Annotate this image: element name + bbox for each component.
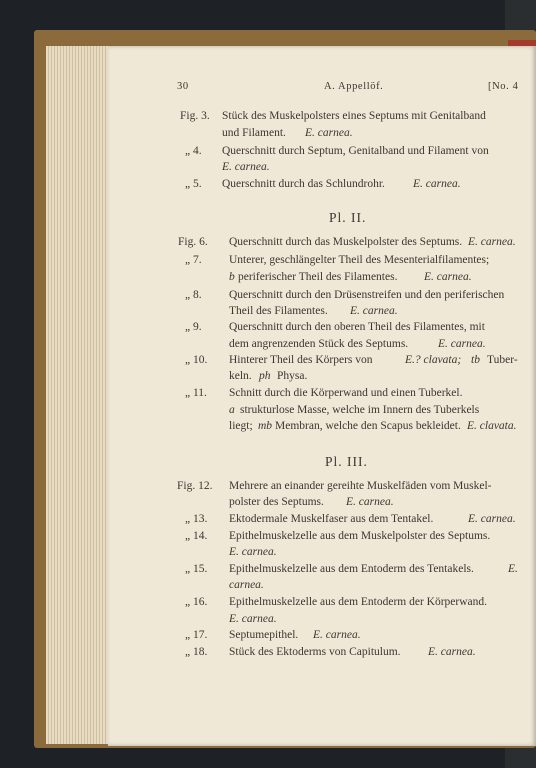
species-name: E. (508, 563, 518, 575)
fig-text: Epithelmuskelzelle aus dem Entoderm des Tentakels. (229, 563, 474, 575)
fig-label: „ 13. (185, 513, 208, 525)
fig-text: periferischer Theil des Filamentes. (238, 271, 398, 283)
species-name: E. carnea. (346, 496, 394, 508)
fig-text: Stück des Muskelpolsters eines Septums mit Genitalband (222, 110, 486, 122)
fig-label: Fig. 3. (180, 110, 210, 122)
fig-text: Querschnitt durch den oberen Theil des Filamentes, mit (229, 321, 485, 333)
fig-text: Epithelmuskelzelle aus dem Muskelpolster des Septums. (229, 530, 491, 542)
fig-text: Theil des Filamentes. (229, 305, 328, 317)
species-name: E. carnea. (428, 646, 476, 658)
fig-label: Fig. 6. (178, 236, 208, 248)
fig-text: liegt; (229, 420, 253, 432)
abbreviation: a (229, 404, 235, 416)
fig-label: „ 16. (185, 596, 208, 608)
fig-label: „ 9. (185, 321, 202, 333)
fig-text: Ektodermale Muskelfaser aus dem Tentakel. (229, 513, 434, 525)
fig-text: polster des Septums. (229, 496, 324, 508)
fig-label: „ 11. (185, 387, 207, 399)
plate-title: Pl. III. (325, 454, 368, 469)
fig-text: Querschnitt durch das Schlundrohr. (222, 178, 385, 190)
fig-text: Schnitt durch die Körperwand und einen Tuberkel. (229, 387, 463, 399)
issue-number: [No. 4 (488, 81, 519, 92)
species-name: E. carnea. (313, 629, 361, 641)
abbreviation: ph (259, 370, 271, 382)
fig-label: „ 8. (185, 289, 202, 301)
fig-text: Tuber- (487, 354, 518, 366)
species-name: E. carnea. (468, 236, 516, 248)
fig-label: „ 10. (185, 354, 208, 366)
species-name: E. carnea. (229, 613, 277, 625)
species-name: E. carnea. (438, 338, 486, 350)
fig-text: keln. (229, 370, 252, 382)
plate-title: Pl. II. (329, 210, 367, 225)
fig-text: Querschnitt durch den Drüsenstreifen und den periferischen (229, 289, 505, 301)
running-title: A. Appellöf. (324, 81, 384, 92)
species-name: E. carnea. (350, 305, 398, 317)
species-name: E. carnea. (305, 127, 353, 139)
fig-text: Epithelmuskelzelle aus dem Entoderm der Körperwand. (229, 596, 488, 608)
fig-text: Physa. (277, 370, 308, 382)
abbreviation: mb (258, 420, 273, 432)
fig-label: „ 4. (185, 145, 202, 157)
abbreviation: tb (471, 354, 480, 366)
species-name: E. clavata. (467, 420, 517, 432)
fig-text: Unterer, geschlängelter Theil des Mesenterialfilamentes; (229, 254, 490, 266)
species-name: E.? clavata; (405, 354, 462, 366)
fig-label: „ 15. (185, 563, 208, 575)
fig-label: „ 17. (185, 629, 208, 641)
fig-text: Mehrere an einander gereihte Muskelfäden vom Muskel- (229, 480, 492, 492)
fig-text: Querschnitt durch das Muskelpolster des Septums. (229, 236, 463, 248)
species-name: E. carnea. (413, 178, 461, 190)
abbreviation: b (229, 271, 235, 283)
fig-label: „ 7. (185, 254, 202, 266)
species-name: E. carnea. (229, 546, 277, 558)
fig-text: Septumepithel. (229, 629, 299, 641)
species-name: E. carnea. (222, 161, 270, 173)
fig-text: und Filament. (222, 127, 286, 139)
page-number: 30 (177, 81, 189, 92)
fig-label: „ 18. (185, 646, 208, 658)
fig-text: Querschnitt durch Septum, Genitalband und Filament von (222, 145, 489, 157)
species-name: E. carnea. (424, 271, 472, 283)
fig-text: dem angrenzenden Stück des Septums. (229, 338, 409, 350)
fig-text: Membran, welche den Scapus bekleidet. (275, 420, 461, 432)
species-name: carnea. (229, 579, 264, 591)
fig-label: Fig. 12. (177, 480, 213, 492)
fig-label: „ 5. (185, 178, 202, 190)
fig-text: Hinterer Theil des Körpers von (229, 354, 373, 366)
species-name: E. carnea. (468, 513, 516, 525)
fig-text: Stück des Ektoderms von Capitulum. (229, 646, 401, 658)
fig-label: „ 14. (185, 530, 208, 542)
fig-text: strukturlose Masse, welche im Innern des Tuberkels (240, 404, 480, 416)
